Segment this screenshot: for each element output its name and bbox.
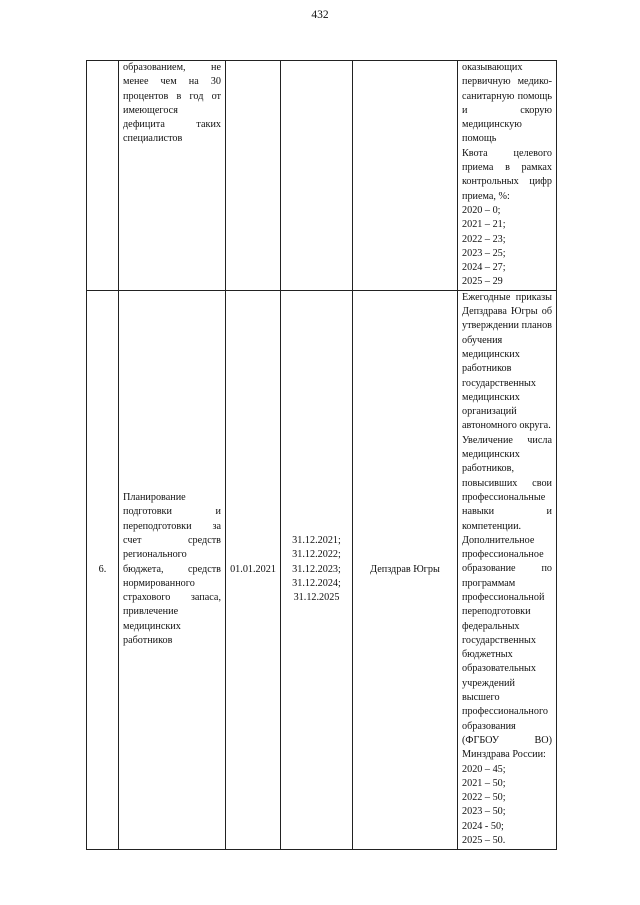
text-line: 2025 – 50. [462,835,506,847]
end-date-cell [281,61,353,291]
start-date: 01.01.2021 [230,563,276,575]
measure-description-cell [119,290,226,849]
text-line: приема в рамках [462,162,552,174]
text-line: 2023 – 50; [462,806,506,818]
text-line: нормированного [123,577,195,589]
measure-description-text [123,61,221,147]
text-line: утверждении планов [462,320,552,332]
text-line: медицинских [123,620,181,632]
text-line: работников [462,363,512,375]
text-line: привлечение [123,606,179,618]
row-number: 6. [98,563,107,575]
responsible-executor: Депздрав Югры [370,563,440,575]
end-date: 31.12.2024; [292,577,341,589]
page-number: 432 [311,9,329,21]
text-line: 2022 – 23; [462,233,506,245]
text-line: первичную медико- [462,76,552,88]
text-line: имеющегося [123,104,178,116]
text-line: санитарную помощь [462,90,552,102]
text-line: профессиональные [462,491,546,503]
table-row [87,290,557,849]
end-date: 31.12.2025 [293,592,340,604]
text-line: (ФГБОУ ВО) [462,734,552,746]
text-line: страхового запаса, [123,592,221,604]
text-line: 2025 – 29 [462,276,503,288]
text-line: специалистов [123,133,183,145]
text-line: бюджета, средств [123,563,221,575]
responsible-cell [353,290,458,849]
text-line: Минздрава России: [462,749,546,761]
text-line: и скорую [462,104,552,116]
end-date-cell [281,290,353,849]
row-number-cell [87,290,119,849]
text-line: обучения [462,334,503,346]
row-number-cell [87,61,119,291]
text-line: учреждений [462,677,515,689]
text-line: профессиональное [462,549,544,561]
text-line: переподготовки [462,606,531,618]
text-line: регионального [123,549,187,561]
text-line: контрольных цифр [462,176,552,188]
text-line: работников, [462,463,514,475]
text-line: бюджетных [462,649,513,661]
text-line: государственных [462,377,536,389]
text-line: программам [462,577,516,589]
text-line: медицинских [462,391,520,403]
text-line: процентов в год от [123,90,221,102]
text-line: 2020 – 0; [462,204,501,216]
measure-description-text [123,491,221,648]
result-cell [458,61,557,291]
text-line: 2022 – 50; [462,792,506,804]
text-line: Ежегодные приказы [462,291,552,303]
text-line: медицинскую [462,119,522,131]
text-line: навыки и [462,506,552,518]
text-line: 2021 – 50; [462,777,506,789]
text-line: медицинских [462,449,520,461]
measures-table [86,60,557,850]
table-row [87,61,557,291]
text-line: 2024 - 50; [462,820,504,832]
text-line: профессиональной [462,591,545,603]
text-line: 2020 – 45; [462,763,506,775]
result-cell [458,290,557,849]
text-line: Квота целевого [462,147,552,159]
text-line: профессионального [462,706,548,718]
result-text [462,61,552,290]
text-line: переподготовки за [123,520,221,532]
text-line: менее чем на 30 [123,76,221,88]
text-line: образования [462,720,516,732]
text-line: образовательных [462,663,536,675]
end-date: 31.12.2023; [292,563,341,575]
text-line: счет средств [123,535,221,546]
text-line: медицинских [462,348,520,360]
text-line: работников [123,635,173,647]
text-line: высшего [462,692,500,704]
text-line: помощь [462,133,497,145]
text-line: Планирование [123,492,186,504]
text-line: оказывающих [462,62,523,73]
end-date: 31.12.2022; [292,549,341,561]
text-line: компетенции. [462,520,522,532]
text-line: 2023 – 25; [462,247,506,259]
text-line: Депздрава Югры об [462,306,552,318]
start-date-cell [226,290,281,849]
measure-description-cell [119,61,226,291]
text-line: 2024 – 27; [462,262,506,274]
text-line: образованием, не [123,62,221,73]
text-line: 2021 – 21; [462,219,506,231]
text-line: дефицита таких [123,119,221,131]
end-date: 31.12.2021; [292,535,341,546]
text-line: федеральных [462,620,520,632]
text-line: подготовки и [123,506,221,518]
text-line: Дополнительное [462,534,535,546]
text-line: Увеличение числа [462,434,552,446]
responsible-cell [353,61,458,291]
text-line: автономного округа. [462,420,551,432]
start-date-cell [226,61,281,291]
text-line: приема, %: [462,190,510,202]
text-line: государственных [462,634,536,646]
text-line: организаций [462,406,517,418]
result-text [462,291,552,849]
text-line: повысивших свои [462,477,552,489]
text-line: образование по [462,563,552,575]
